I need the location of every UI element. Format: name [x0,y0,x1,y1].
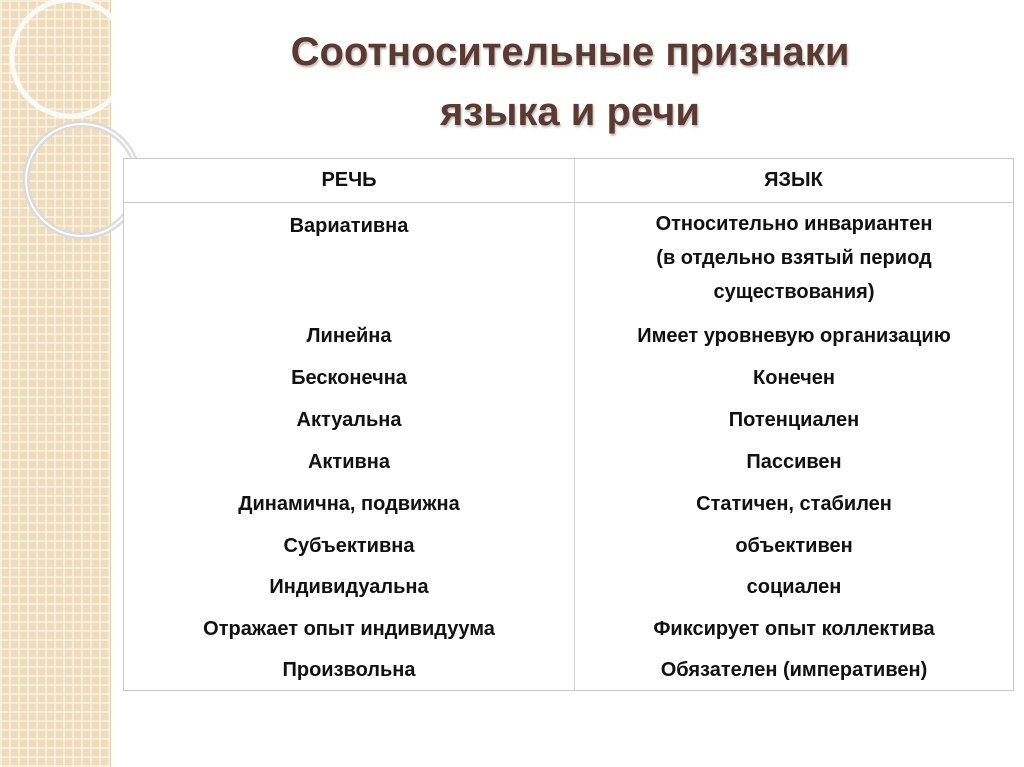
slide-title [130,22,1010,142]
table-header-row [124,159,1013,203]
table-row-language: Пассивен [746,451,842,473]
table-row-speech: Актуальна [296,409,402,431]
decorative-rings-icon [0,0,140,260]
language-line: существования) [713,281,875,303]
table-row-language: Фиксирует опыт коллектива [653,618,935,640]
table-row-speech: Индивидуальна [269,576,429,598]
table-row-language: Конечен [753,367,835,389]
comparison-table [123,158,1014,691]
table-row-speech: Отражает опыт индивидуума [203,618,495,640]
table-row-speech: Динамична, подвижна [238,493,460,515]
table-row-speech: Произвольна [282,659,416,681]
table-row-language: Статичен, стабилен [696,493,892,515]
table-row-language: Имеет уровневую организацию [637,325,951,347]
table-row-speech: Вариативна [289,215,409,237]
title-line-1: Соотносительные признаки [290,30,850,74]
language-line: (в отдельно взятый период [656,247,932,269]
language-line: Относительно инвариантен [655,213,933,235]
table-row-language: Потенциален [728,409,860,431]
header-speech: РЕЧЬ [321,169,377,191]
table-row-speech: Активна [307,451,391,473]
header-language: ЯЗЫК [764,169,823,191]
title-line-2: языка и речи [440,90,700,134]
table-row-language: Обязателен (императивен) [660,659,928,681]
table-row-speech: Бесконечна [291,367,407,389]
table-row-speech: Субъективна [283,535,415,557]
table-row-language: объективен [735,535,853,557]
table-row-speech: Линейна [306,325,392,347]
table-row-language [575,207,1013,309]
table-row-language: социален [746,576,842,598]
